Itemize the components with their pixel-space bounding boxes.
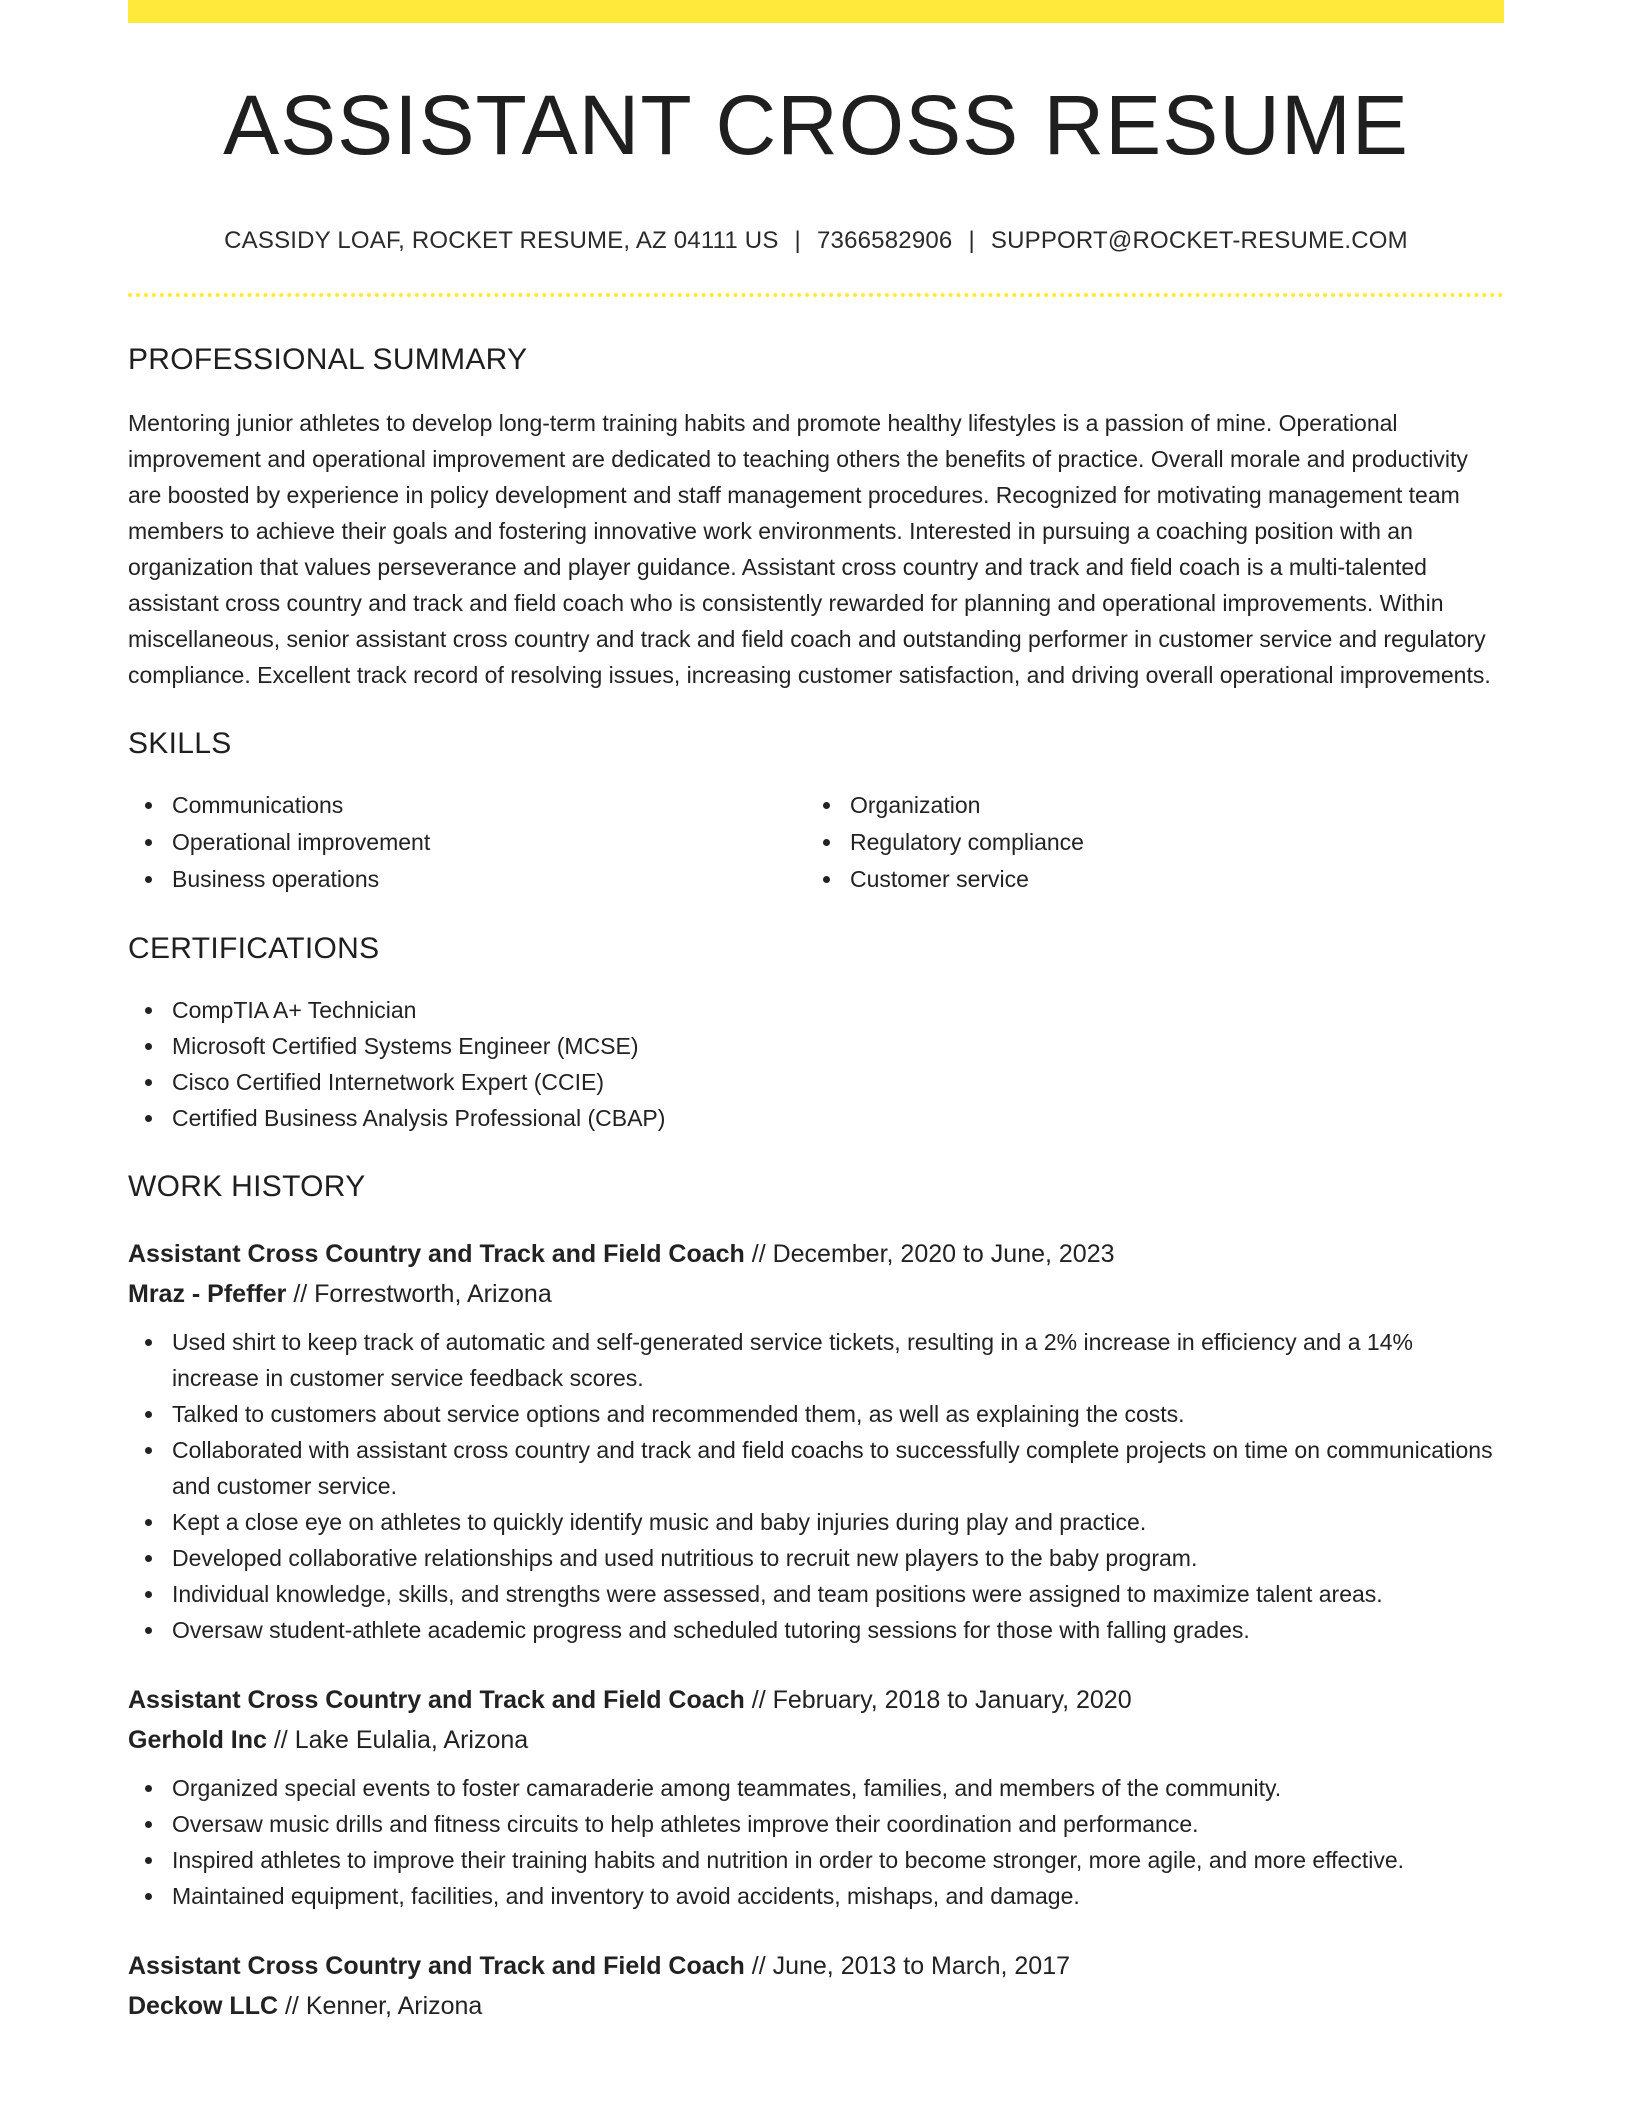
job-entry [128, 1680, 1504, 1914]
job-bullet: Inspired athletes to improve their training habits and nutrition in order to become stronger, more agile, and more effective. [128, 1842, 1504, 1878]
skill-item: Communications [128, 787, 806, 824]
contact-line [128, 227, 1504, 255]
certification-item: Certified Business Analysis Professional (CBAP) [128, 1100, 1504, 1136]
summary-text: Mentoring junior athletes to develop long-term training habits and promote healthy lifestyles is a passion of mine. Operational improvement and operational improvement are dedicated to teaching others the benefits of practice. Overall morale and productivity are boosted by experience in policy development and staff management procedures. Recognized for motivating management team members to achieve their goals and fostering innovative work environments. Interested in pursuing a coaching position with an organization that values perseverance and player guidance. Assistant cross country and track and field coach is a multi-talented assistant cross country and track and field coach who is consistently rewarded for planning and operational improvements. Within miscellaneous, senior assistant cross country and track and field coach and outstanding performer in customer service and regulatory compliance. Excellent track record of resolving issues, increasing customer satisfaction, and driving overall operational improvements. [128, 410, 1491, 688]
contact-phone: 7366582906 [816, 227, 953, 254]
job-bullet: Organized special events to foster camaraderie among teammates, families, and members of the community. [128, 1770, 1504, 1806]
skill-item: Organization [806, 787, 1484, 824]
job-entry [128, 1234, 1504, 1648]
job-bullet: Collaborated with assistant cross country and track and field coachs to successfully complete projects on time on communications and customer service. [128, 1432, 1504, 1504]
job-bullet: Used shirt to keep track of automatic and self-generated service tickets, resulting in a 2% increase in efficiency and a 14% increase in customer service feedback scores. [128, 1324, 1504, 1396]
job-location: // Kenner, Arizona [278, 1992, 483, 2020]
job-company-line [128, 1274, 1504, 1314]
job-bullets [128, 1324, 1504, 1648]
job-bullet: Kept a close eye on athletes to quickly identify music and baby injuries during play and practice. [128, 1504, 1504, 1540]
job-title-line [128, 1946, 1504, 1986]
contact-email: SUPPORT@ROCKET-RESUME.COM [990, 227, 1408, 254]
job-company: Gerhold Inc [128, 1726, 267, 1754]
certifications-heading: CERTIFICATIONS [128, 932, 380, 965]
contact-separator: | [968, 227, 975, 254]
certification-item: Cisco Certified Internetwork Expert (CCIE) [128, 1064, 1504, 1100]
skill-item: Regulatory compliance [806, 824, 1484, 861]
job-entry [128, 1946, 1504, 2026]
job-company: Deckow LLC [128, 1992, 279, 2020]
job-location: // Forrestworth, Arizona [286, 1280, 552, 1308]
job-company-line [128, 1986, 1504, 2026]
resume-page [128, 0, 1504, 2026]
job-bullet: Talked to customers about service options and recommended them, as well as explaining the costs. [128, 1396, 1504, 1432]
skills-heading: SKILLS [128, 727, 232, 760]
job-bullets [128, 1770, 1504, 1914]
certification-item: CompTIA A+ Technician [128, 992, 1504, 1028]
summary-heading: PROFESSIONAL SUMMARY [128, 343, 528, 376]
job-dates: // June, 2013 to March, 2017 [744, 1952, 1071, 1980]
job-title-line [128, 1234, 1504, 1274]
contact-address: CASSIDY LOAF, ROCKET RESUME, AZ 04111 US [224, 227, 779, 254]
contact-separator: | [794, 227, 801, 254]
job-bullet: Oversaw music drills and fitness circuits to help athletes improve their coordination and performance. [128, 1806, 1504, 1842]
work-history-heading: WORK HISTORY [128, 1170, 366, 1203]
job-bullet: Maintained equipment, facilities, and inventory to avoid accidents, mishaps, and damage. [128, 1878, 1504, 1914]
job-company-line [128, 1720, 1504, 1760]
skill-item: Operational improvement [128, 824, 806, 861]
job-bullet: Individual knowledge, skills, and strengths were assessed, and team positions were assigned to maximize talent areas. [128, 1576, 1504, 1612]
job-title: Assistant Cross Country and Track and Field Coach [128, 1240, 745, 1268]
job-dates: // December, 2020 to June, 2023 [744, 1240, 1115, 1268]
job-company: Mraz - Pfeffer [128, 1280, 287, 1308]
job-bullet: Oversaw student-athlete academic progress and scheduled tutoring sessions for those with falling grades. [128, 1612, 1504, 1648]
job-title: Assistant Cross Country and Track and Field Coach [128, 1686, 745, 1714]
certification-item: Microsoft Certified Systems Engineer (MCSE) [128, 1028, 1504, 1064]
job-location: // Lake Eulalia, Arizona [266, 1726, 529, 1754]
certifications-list [128, 992, 1504, 1136]
job-bullet: Developed collaborative relationships and used nutritious to recruit new players to the baby program. [128, 1540, 1504, 1576]
job-title: Assistant Cross Country and Track and Field Coach [128, 1952, 745, 1980]
job-title-line [128, 1680, 1504, 1720]
skill-item: Customer service [806, 861, 1484, 898]
job-dates: // February, 2018 to January, 2020 [744, 1686, 1132, 1714]
accent-top-bar [128, 0, 1504, 23]
skill-item: Business operations [128, 861, 806, 898]
skills-list [128, 787, 1504, 898]
dotted-divider [128, 293, 1504, 297]
resume-title: ASSISTANT CROSS RESUME [223, 78, 1409, 172]
